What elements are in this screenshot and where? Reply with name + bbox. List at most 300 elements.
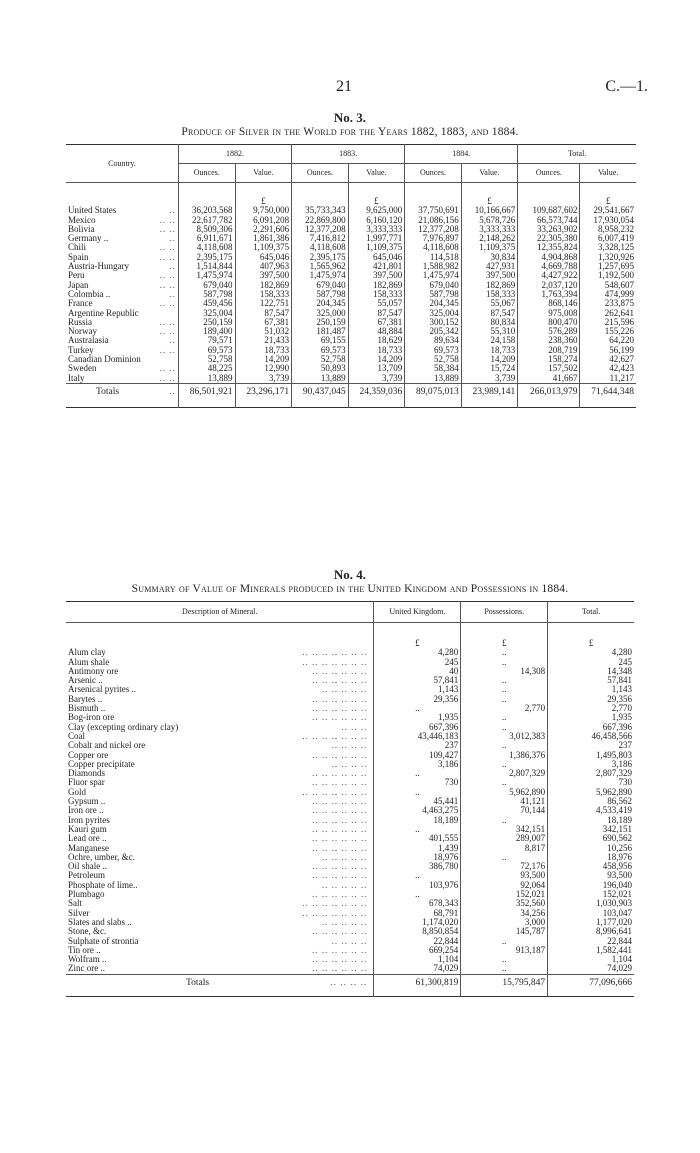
value-cell: 10,166,667 [461,206,518,215]
uk-value: 43,446,183 [374,732,461,741]
table-row [66,374,636,384]
mineral-name: Iron ore .. [68,805,104,816]
leader-dots: .. .. .. .. .. [321,879,368,890]
value-cell: 79,571 [179,336,236,345]
uk-value: 103,976 [374,881,461,890]
value-cell: 1,997,771 [348,234,405,243]
leader-dots: .. .. .. .. .. .. [312,926,368,937]
value-cell: 300,152 [405,318,462,327]
uk-value: 4,463,275 [374,806,461,815]
mineral-name: Coal [68,730,85,741]
poss-value: 352,560 [461,899,548,908]
value-cell: 421,801 [348,262,405,271]
value-cell: 1,192,500 [580,271,636,280]
uk-value: .. [374,769,461,778]
poss-value: 3,012,383 [461,732,548,741]
value-cell: 427,931 [461,262,518,271]
total-uk: 61,300,819 [374,974,461,996]
value-header: Value. [348,164,405,183]
leader-dots: .. .. .. .. [331,758,368,769]
poss-value: 152,021 [461,890,548,899]
value-cell: 205,342 [405,327,462,336]
country-name: Chili [68,242,87,253]
country-name: Spain [68,251,89,262]
value-cell: 250,159 [292,318,349,327]
uk-value: 237 [374,741,461,750]
poss-value: 145,787 [461,927,548,936]
country-name: Russia [68,316,93,327]
poss-value: .. [461,695,548,704]
total-total: 77,096,666 [548,974,634,996]
total-value: 1,143 [548,685,634,694]
leader-dots: .. .. .. .. .. .. [312,889,368,900]
country-name: Sweden [68,363,97,374]
uk-value: 3,186 [374,760,461,769]
total-value: 152,021 [548,890,634,899]
value-cell: 17,930,054 [580,216,636,225]
value-cell: 6,160,120 [348,216,405,225]
total-value: 2,807,329 [548,769,634,778]
poss-value: .. [461,816,548,825]
leader-dots: .. .. [159,270,176,281]
value-cell: 6,091,208 [235,216,292,225]
value-cell: 18,733 [348,346,405,355]
currency-symbol: £ [374,623,461,649]
value-cell: 5,678,726 [461,216,518,225]
total-value: 667,396 [548,723,634,732]
value-cell: 4,118,608 [405,243,462,252]
table-row [66,964,634,974]
total-cell: 24,359,036 [348,383,405,407]
leader-dots: .. .. .. .. .. .. .. [302,656,368,667]
value-cell: 29,541,667 [580,206,636,215]
value-cell: 35,733,343 [292,206,349,215]
year-header: Total. [518,145,636,164]
uk-value: 57,841 [374,676,461,685]
value-cell: 12,377,208 [405,225,462,234]
table3-subtitle: Produce of Silver in the World for the Years 1882, 1883, and 1884. [181,126,519,138]
leader-dots: .. [169,233,176,244]
value-cell: 55,067 [461,299,518,308]
value-cell: 69,573 [292,346,349,355]
value-cell: 55,310 [461,327,518,336]
leader-dots: .. .. [159,298,176,309]
year-header: 1882. [179,145,292,164]
year-header: 1883. [292,145,405,164]
currency-symbol: £ [580,183,636,207]
value-cell: 204,345 [292,299,349,308]
leader-dots: .. .. .. .. .. .. [312,703,368,714]
value-cell: 1,109,375 [235,243,292,252]
mineral-name: Diamonds [68,768,105,779]
total-cell: 23,296,171 [235,383,292,407]
currency-symbol: £ [461,183,518,207]
value-cell: 189,400 [179,327,236,336]
value-cell: 87,547 [235,309,292,318]
country-name: Argentine Republic [68,307,139,318]
value-cell: 13,889 [179,374,236,384]
mineral-name: Wolfram .. [68,954,107,965]
poss-value: .. [461,778,548,787]
value-cell: 397,500 [235,271,292,280]
value-cell: 325,004 [179,309,236,318]
total-value: 29,356 [548,695,634,704]
value-cell: 13,889 [292,374,349,384]
uk-value: 74,029 [374,964,461,974]
value-cell: 548,607 [580,281,636,290]
value-cell: 325,000 [292,309,349,318]
value-cell: 21,433 [235,336,292,345]
poss-value: 342,151 [461,825,548,834]
value-cell: 4,669,788 [518,262,580,271]
value-cell: 1,763,394 [518,290,580,299]
leader-dots: .. .. .. .. .. .. [312,796,368,807]
value-cell: 14,209 [348,355,405,364]
page-number: 21 [336,78,352,95]
total-value: 1,582,441 [548,946,634,955]
value-cell: 52,758 [405,355,462,364]
value-cell: 679,040 [179,281,236,290]
value-cell: 56,199 [580,346,636,355]
mineral-name: Copper ore [68,749,109,760]
poss-value: .. [461,713,548,722]
country-name: Turkey [68,344,94,355]
value-cell: 13,709 [348,364,405,373]
table-row [66,364,636,373]
poss-value: 70,144 [461,806,548,815]
uk-value: 22,844 [374,937,461,946]
value-cell: 122,751 [235,299,292,308]
value-cell: 33,263,902 [518,225,580,234]
mineral-name: Arsenical pyrites .. [68,684,136,695]
uk-value: 1,439 [374,844,461,853]
value-cell: 50,893 [292,364,349,373]
leader-dots: .. .. .. .. .. .. [312,693,368,704]
poss-value: .. [461,853,548,862]
value-cell: 679,040 [405,281,462,290]
total-value: 237 [548,741,634,750]
value-cell: 397,500 [348,271,405,280]
mineral-cell [66,964,374,974]
leader-dots: .. .. .. .. .. .. .. [302,786,368,797]
totals-row [66,383,636,407]
total-value: 22,844 [548,937,634,946]
mineral-name: Arsenic .. [68,675,103,686]
leader-dots: .. .. .. .. .. .. [312,749,368,760]
mineral-name: Petroleum [68,870,105,881]
value-cell: 69,155 [292,336,349,345]
value-cell: 157,502 [518,364,580,373]
uk-value: 1,935 [374,713,461,722]
leader-dots: .. .. .. .. .. .. [312,712,368,723]
leader-dots: .. .. [159,363,176,374]
uk-value: 669,254 [374,946,461,955]
mineral-name: Stone, &c. [68,926,107,937]
value-cell: 158,333 [235,290,292,299]
value-cell: 2,395,175 [179,253,236,262]
mineral-name: Ochre, umber, &c. [68,851,135,862]
total-value: 342,151 [548,825,634,834]
mineral-name: Copper precipitate [68,758,135,769]
value-cell: 587,798 [405,290,462,299]
mineral-name: Antimony ore [68,665,119,676]
blank-cell [292,183,349,207]
table3-title: No. 3. [333,110,367,125]
value-cell: 48,225 [179,364,236,373]
uk-value: 667,396 [374,723,461,732]
leader-dots: .. .. .. .. .. .. .. [302,907,368,918]
uk-value: 40 [374,667,461,676]
value-cell: 52,758 [179,355,236,364]
leader-dots: .. .. .. .. [331,740,368,751]
ounces-header: Ounces. [292,164,349,183]
currency-symbol: £ [548,623,634,649]
possessions-header: Possessions. [461,602,548,623]
uk-value: 45,441 [374,797,461,806]
value-cell: 800,470 [518,318,580,327]
poss-value: .. [461,658,548,667]
value-cell: 158,333 [348,290,405,299]
total-value: 2,770 [548,704,634,713]
mineral-name: Oil shale .. [68,861,107,872]
mineral-name: Fluor spar [68,777,105,788]
value-cell: 114,518 [405,253,462,262]
value-cell: 14,209 [461,355,518,364]
mineral-name: Bog-iron ore [68,712,115,723]
table4-subtitle: Summary of Value of Minerals produced in the United Kingdom and Possessions in 1884. [131,583,569,595]
uk-value: 4,280 [374,648,461,657]
total-value: 8,996,641 [548,927,634,936]
value-cell: 645,046 [235,253,292,262]
uk-value: 401,555 [374,834,461,843]
total-value: 196,040 [548,881,634,890]
value-cell: 1,565,962 [292,262,349,271]
table4-title: No. 4. [333,567,367,582]
mineral-name: Kauri gum [68,823,107,834]
value-cell: 250,159 [179,318,236,327]
value-cell: 4,118,608 [179,243,236,252]
uk-value: 109,427 [374,751,461,760]
value-cell: 3,739 [235,374,292,384]
uk-value: 8,850,854 [374,927,461,936]
value-cell: 679,040 [292,281,349,290]
value-cell: 3,333,333 [461,225,518,234]
uk-value: 1,143 [374,685,461,694]
value-cell: 30,834 [461,253,518,262]
value-cell: 21,086,156 [405,216,462,225]
total-value: 18,189 [548,816,634,825]
leader-dots: .. .. [159,372,176,383]
value-cell: 182,869 [235,281,292,290]
value-cell: 15,724 [461,364,518,373]
value-cell: 868,146 [518,299,580,308]
leader-dots: .. .. .. .. .. .. [312,963,368,974]
leader-dots: .. .. .. .. .. .. [312,768,368,779]
uk-value: 678,343 [374,899,461,908]
total-value: 57,841 [548,676,634,685]
totals-label [66,383,179,407]
country-name: Austria-Hungary [68,261,129,272]
value-header: Value. [461,164,518,183]
value-cell: 208,719 [518,346,580,355]
leader-dots: .. .. .. .. .. .. [312,861,368,872]
leader-dots: .. .. [159,279,176,290]
value-cell: 58,384 [405,364,462,373]
mineral-name: Lead ore .. [68,833,107,844]
poss-value: 14,308 [461,667,548,676]
country-name: Colombia .. [68,288,111,299]
total-value: 18,976 [548,853,634,862]
leader-dots: .. [169,205,176,216]
value-cell: 67,381 [235,318,292,327]
uk-value: 29,356 [374,695,461,704]
mineral-name: Zinc ore .. [68,963,105,974]
uk-value: .. [374,788,461,797]
value-cell: 87,547 [348,309,405,318]
mineral-name: Cobalt and nickel ore [68,740,146,751]
value-cell: 7,416,812 [292,234,349,243]
value-cell: 69,573 [405,346,462,355]
leader-dots: .. .. .. .. .. .. [312,833,368,844]
country-name: Canadian Dominion [68,354,141,365]
year-header: 1884. [405,145,518,164]
total-value: 46,458,566 [548,732,634,741]
total-value: 730 [548,778,634,787]
mineral-name: Barytes .. [68,693,103,704]
leader-dots: .. .. .. .. .. [321,851,368,862]
total-cell: 86,501,921 [179,383,236,407]
uk-value: .. [374,890,461,899]
total-value: 5,962,890 [548,788,634,797]
total-value: 1,935 [548,713,634,722]
mineral-name: Slates and slabs .. [68,916,132,927]
poss-value: 93,500 [461,871,548,880]
value-cell: 66,573,744 [518,216,580,225]
total-cell: 89,075,013 [405,383,462,407]
value-cell: 182,869 [461,281,518,290]
leader-dots: .. .. .. .. .. .. [312,814,368,825]
value-cell: 204,345 [405,299,462,308]
value-header: Value. [235,164,292,183]
value-cell: 55,057 [348,299,405,308]
value-cell: 158,333 [461,290,518,299]
total-value: 1,495,803 [548,751,634,760]
value-cell: 1,514,844 [179,262,236,271]
value-cell: 576,289 [518,327,580,336]
leader-dots: .. .. .. .. .. .. [312,823,368,834]
mineral-name: Alum shale [68,656,110,667]
value-cell: 1,475,974 [292,271,349,280]
uk-value: 68,791 [374,909,461,918]
poss-value: .. [461,741,548,750]
poss-value: 92,064 [461,881,548,890]
value-cell: 1,320,926 [580,253,636,262]
value-cell: 1,861,386 [235,234,292,243]
leader-dots: .. .. .. .. .. .. .. [302,730,368,741]
leader-dots: .. .. .. .. .. [321,684,368,695]
poss-value: .. [461,648,548,657]
value-cell: 80,834 [461,318,518,327]
totals-row [66,974,634,996]
value-cell: 4,904,868 [518,253,580,262]
leader-dots: .. .. .. .. .. .. [312,675,368,686]
poss-value: 5,962,890 [461,788,548,797]
leader-dots: .. .. .. .. .. .. [312,777,368,788]
currency-symbol: £ [348,183,405,207]
value-cell: 36,203,568 [179,206,236,215]
total-value: 1,030,903 [548,899,634,908]
currency-row [66,623,634,649]
uk-value: 1,104 [374,955,461,964]
value-cell: 2,291,606 [235,225,292,234]
total-value: 245 [548,658,634,667]
total-header: Total. [548,602,634,623]
mineral-name: Sulphate of strontia [68,935,139,946]
currency-row [66,183,636,207]
value-cell: 4,118,608 [292,243,349,252]
document-reference: C.—1. [605,78,648,95]
uk-value: .. [374,825,461,834]
totals-text: Totals [96,386,120,397]
value-cell: 7,976,897 [405,234,462,243]
blank-cell [405,183,462,207]
total-value: 14,348 [548,667,634,676]
value-cell: 52,758 [292,355,349,364]
value-cell: 6,911,671 [179,234,236,243]
value-cell: 158,274 [518,355,580,364]
country-name: United States [68,205,117,216]
currency-symbol: £ [461,623,548,649]
value-cell: 587,798 [292,290,349,299]
value-cell: 69,573 [179,346,236,355]
totals-label [66,974,374,996]
leader-dots: .. .. .. .. [331,935,368,946]
mineral-name: Tin ore .. [68,944,101,955]
country-name: Norway [68,326,97,337]
poss-value: .. [461,723,548,732]
value-cell: 14,209 [235,355,292,364]
uk-value: 245 [374,658,461,667]
value-cell: 407,963 [235,262,292,271]
leader-dots: .. .. .. .. .. .. [312,842,368,853]
mineral-name: Manganese [68,842,109,853]
poss-value: 913,187 [461,946,548,955]
value-cell: 3,333,333 [348,225,405,234]
leader-dots: .. .. .. .. .. .. [312,805,368,816]
value-cell: 8,509,306 [179,225,236,234]
mineral-name: Silver [68,907,90,918]
uk-value: .. [374,871,461,880]
poss-value: .. [461,685,548,694]
country-cell [66,374,179,384]
value-cell: 181,487 [292,327,349,336]
silver-production-table [66,144,636,408]
leader-dots: .. .. .. .. .. .. [312,665,368,676]
minerals-summary-table [66,601,634,997]
leader-dots: .. .. [159,223,176,234]
leader-dots: .. .. .. .. .. [321,916,368,927]
uk-value: 1,174,020 [374,918,461,927]
total-value: 3,186 [548,760,634,769]
value-cell: 2,148,262 [461,234,518,243]
country-name: Bolivia [68,223,95,234]
leader-dots: .. [169,335,176,346]
description-header: Description of Mineral. [66,602,374,623]
value-cell: 9,625,000 [348,206,405,215]
totals-text: Totals [186,977,210,988]
country-name: Germany .. [68,233,109,244]
total-value: 86,562 [548,797,634,806]
